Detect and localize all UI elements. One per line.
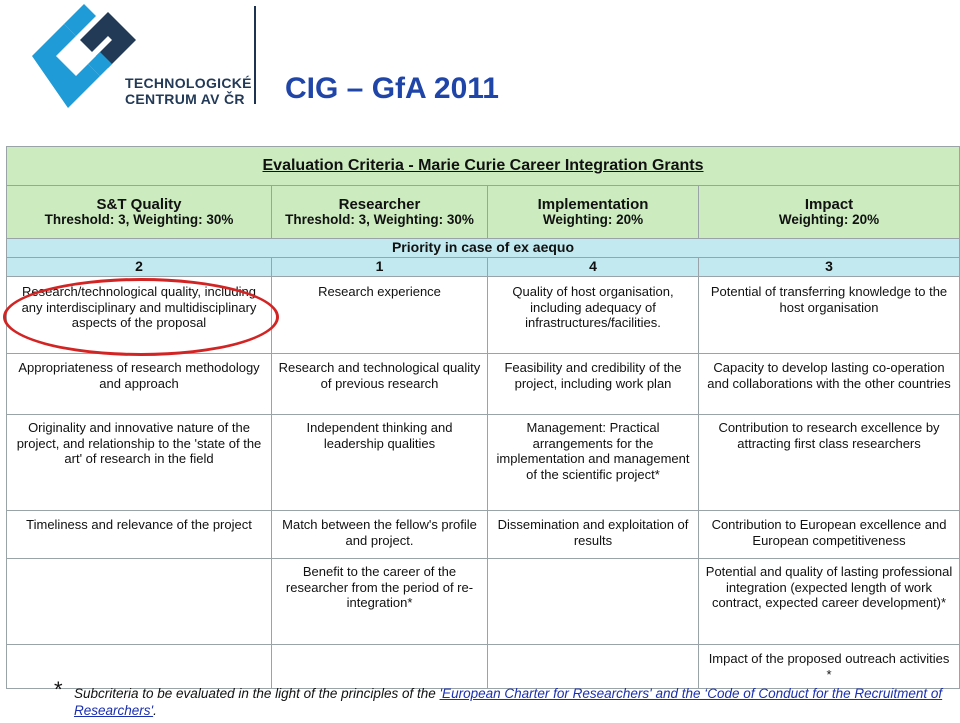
table-cell: Dissemination and exploitation of results [488,511,699,559]
table-cell: Potential and quality of lasting professional integration (expected length of work contract, expected career development)* [699,559,960,645]
logo-text [125,75,252,107]
table-title: Evaluation Criteria - Marie Curie Career Integration Grants [7,147,960,186]
table-header-row [7,186,960,239]
table-cell: Originality and innovative nature of the project, and relationship to the 'state of the art' of research in the field [7,415,272,511]
footnote-link[interactable]: 'European Charter for Researchers' and the ‘Code of Conduct for the Recruitment of Researchers' [74,686,943,718]
table-cell: Benefit to the career of the researcher from the period of re-integration* [272,559,488,645]
table-cell: Management: Practical arrangements for the implementation and management of the scientific project* [488,415,699,511]
footnote-text: Subcriteria to be evaluated in the light of the principles of the [74,686,440,701]
page-title: CIG – GfA 2011 [285,72,499,105]
table-cell [488,645,699,689]
table-cell [488,559,699,645]
footnote-asterisk: * [54,677,63,702]
table-cell: Match between the fellow's profile and project. [272,511,488,559]
priority-number: 2 [7,258,272,277]
evaluation-criteria-table [6,146,959,681]
table-title-row [7,147,960,186]
table-cell: Contribution to research excellence by attracting first class researchers [699,415,960,511]
priority-number: 4 [488,258,699,277]
table-cell: Quality of host organisation, including adequacy of infrastructures/facilities. [488,277,699,354]
column-header: S&T Quality Threshold: 3, Weighting: 30% [7,186,272,239]
table-cell: Independent thinking and leadership qualities [272,415,488,511]
table-cell [272,645,488,689]
footnote [54,677,948,719]
table-cell [7,645,272,689]
priority-label: Priority in case of ex aequo [7,239,960,258]
table-row [7,511,960,559]
table-cell: Research/technological quality, including any interdisciplinary and multidisciplinary aspects of the proposal [7,277,272,354]
logo-line1: TECHNOLOGICKÉ [125,75,252,91]
column-header: Researcher Threshold: 3, Weighting: 30% [272,186,488,239]
table-row [7,415,960,511]
table-cell: Impact of the proposed outreach activities * [699,645,960,689]
table-row [7,559,960,645]
priority-number: 1 [272,258,488,277]
footnote-end: . [153,703,157,718]
header [0,0,960,140]
table-cell: Capacity to develop lasting co-operation and collaborations with the other countries [699,354,960,415]
table-cell: Research experience [272,277,488,354]
table-cell: Research and technological quality of previous research [272,354,488,415]
technologicke-centrum-logo-icon [22,0,142,112]
table-row [7,354,960,415]
table-cell: Appropriateness of research methodology and approach [7,354,272,415]
logo-line2: CENTRUM AV ČR [125,91,245,107]
column-header: Impact Weighting: 20% [699,186,960,239]
table-cell [7,559,272,645]
table-cell: Potential of transferring knowledge to the host organisation [699,277,960,354]
priority-row [7,239,960,258]
table-cell: Contribution to European excellence and European competitiveness [699,511,960,559]
table-cell: Feasibility and credibility of the project, including work plan [488,354,699,415]
priority-number-row [7,258,960,277]
table-cell: Timeliness and relevance of the project [7,511,272,559]
header-divider [254,6,256,104]
highlight-oval [3,278,279,356]
priority-number: 3 [699,258,960,277]
table-row [7,645,960,689]
column-header: Implementation Weighting: 20% [488,186,699,239]
